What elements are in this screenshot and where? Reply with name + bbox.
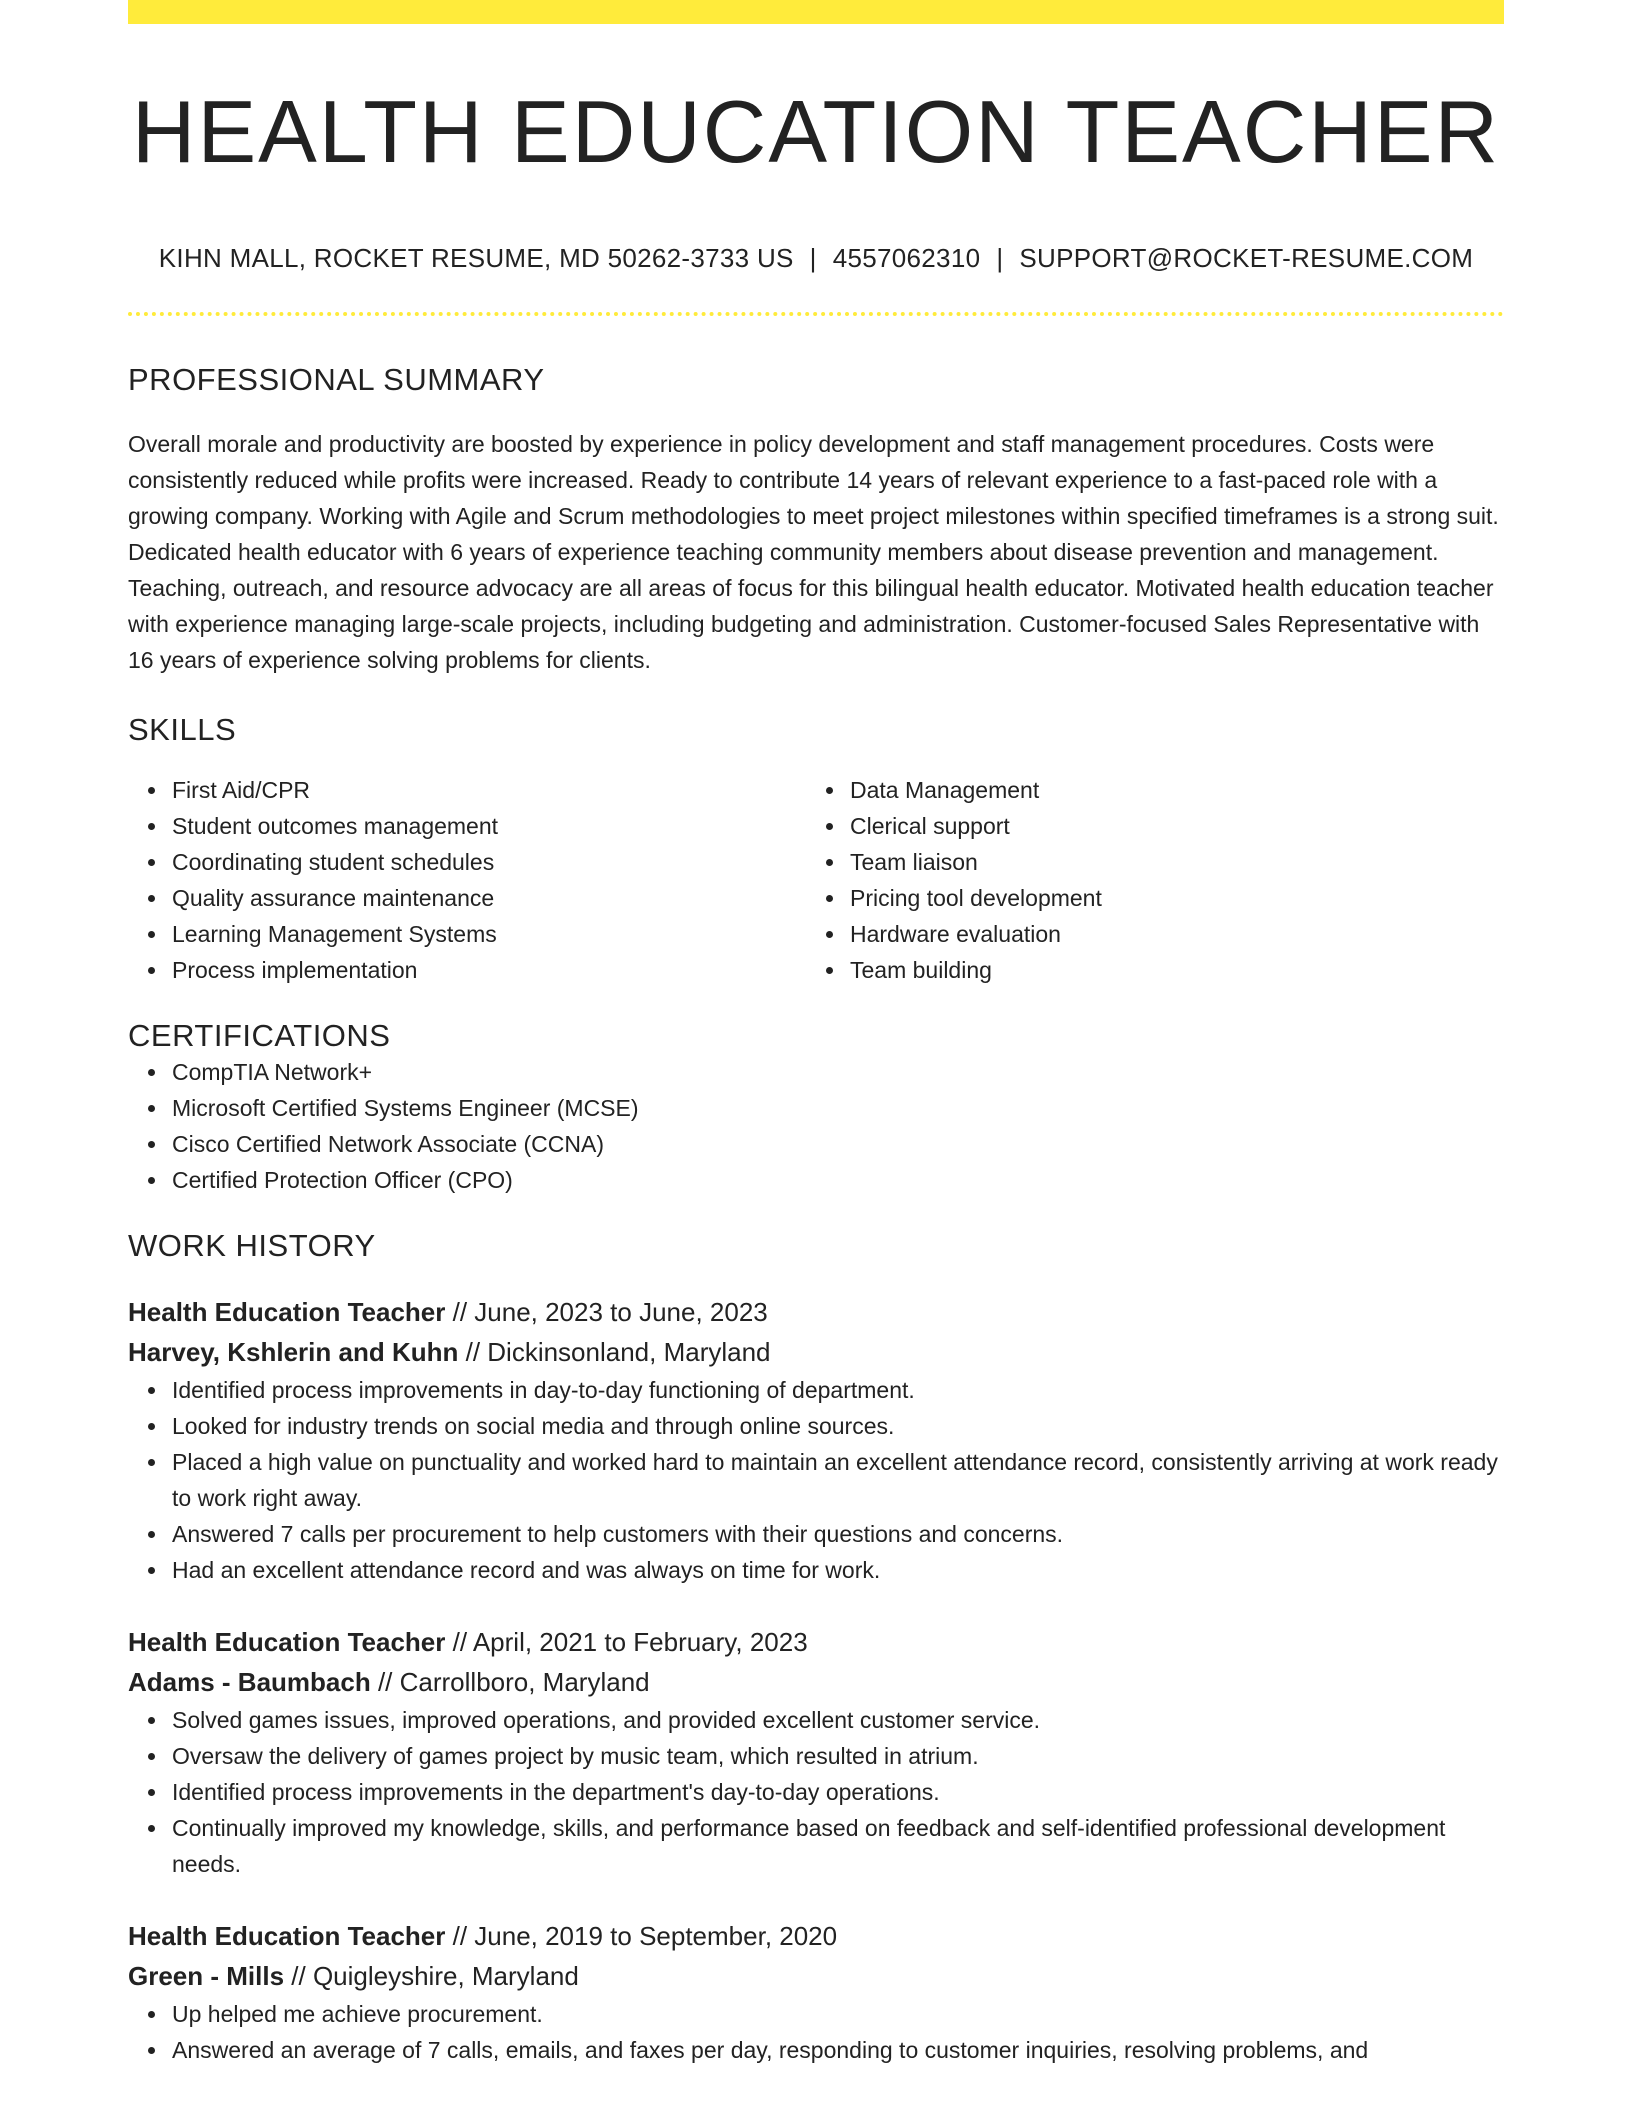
job-duty: Solved games issues, improved operations, and provided excellent customer service.	[172, 1702, 1504, 1738]
job-dates: // June, 2019 to September, 2020	[445, 1920, 838, 1951]
dotted-divider	[128, 312, 1504, 316]
job-company: Harvey, Kshlerin and Kuhn	[128, 1336, 459, 1367]
skill-item: Quality assurance maintenance	[172, 880, 806, 916]
job-duty: Looked for industry trends on social media and through online sources.	[172, 1408, 1504, 1444]
job-entry	[128, 1916, 1504, 2068]
summary-paragraph: Overall morale and productivity are boosted by experience in policy development and staff management procedures. Costs were consistently reduced while profits were increased. Ready to contribute 14 years of relevant experience to a fast-paced role with a growing company. Working with Agile and Scrum methodologies to meet project milestones within specified timeframes is a strong suit. Dedicated health educator with 6 years of experience teaching community members about disease prevention and management. Teaching, outreach, and resource advocacy are all areas of focus for this bilingual health educator. Motivated health education teacher with experience managing large-scale projects, including budgeting and administration. Customer-focused Sales Representative with 16 years of experience solving problems for clients.	[128, 430, 1499, 673]
job-dates: // June, 2023 to June, 2023	[445, 1296, 768, 1327]
job-duty: Identified process improvements in the department's day-to-day operations.	[172, 1774, 1504, 1810]
skills-heading: SKILLS	[128, 711, 237, 747]
certification-item: CompTIA Network+	[172, 1054, 1504, 1090]
resume-page	[128, 0, 1504, 2068]
skill-item: Coordinating student schedules	[172, 844, 806, 880]
skill-item: Process implementation	[172, 952, 806, 988]
job-role: Health Education Teacher	[128, 1296, 446, 1327]
job-duty: Continually improved my knowledge, skills, and performance based on feedback and self-identified professional development needs.	[172, 1810, 1504, 1882]
skill-item: Pricing tool development	[850, 880, 1484, 916]
skill-item: First Aid/CPR	[172, 772, 806, 808]
job-duties-list	[128, 1372, 1504, 1588]
job-role-line	[128, 1622, 1504, 1662]
contact-separator: |	[809, 242, 817, 273]
skills-list-right	[806, 772, 1484, 988]
job-duty: Answered an average of 7 calls, emails, and faxes per day, responding to customer inquiries, resolving problems, and	[172, 2032, 1504, 2068]
job-role: Health Education Teacher	[128, 1920, 446, 1951]
skills-grid	[128, 772, 1504, 988]
job-duty: Answered 7 calls per procurement to help customers with their questions and concerns.	[172, 1516, 1504, 1552]
skill-item: Clerical support	[850, 808, 1484, 844]
job-role: Health Education Teacher	[128, 1626, 446, 1657]
job-location: // Quigleyshire, Maryland	[284, 1960, 579, 1991]
certifications-list	[128, 1054, 1504, 1198]
skill-item: Hardware evaluation	[850, 916, 1484, 952]
summary-heading: PROFESSIONAL SUMMARY	[128, 361, 545, 397]
contact-address: KIHN MALL, ROCKET RESUME, MD 50262-3733 US	[158, 242, 794, 273]
job-company: Adams - Baumbach	[128, 1666, 371, 1697]
job-entry	[128, 1622, 1504, 1882]
job-duty: Up helped me achieve procurement.	[172, 1996, 1504, 2032]
job-role-line	[128, 1916, 1504, 1956]
work-history-heading: WORK HISTORY	[128, 1227, 376, 1263]
skills-column-left	[128, 772, 806, 988]
job-company-line	[128, 1662, 1504, 1702]
certifications-heading: CERTIFICATIONS	[128, 1017, 391, 1053]
job-company-line	[128, 1956, 1504, 1996]
skill-item: Team building	[850, 952, 1484, 988]
certification-item: Microsoft Certified Systems Engineer (MCSE)	[172, 1090, 1504, 1126]
job-duty: Placed a high value on punctuality and worked hard to maintain an excellent attendance record, consistently arriving at work ready to work right away.	[172, 1444, 1504, 1516]
skill-item: Data Management	[850, 772, 1484, 808]
job-dates: // April, 2021 to February, 2023	[445, 1626, 808, 1657]
job-location: // Dickinsonland, Maryland	[458, 1336, 771, 1367]
job-company: Green - Mills	[128, 1960, 285, 1991]
job-location: // Carrollboro, Maryland	[370, 1666, 650, 1697]
contact-phone: 4557062310	[832, 242, 981, 273]
contact-email: SUPPORT@ROCKET-RESUME.COM	[1019, 242, 1474, 273]
skills-column-right	[806, 772, 1484, 988]
top-accent-bar	[128, 0, 1504, 24]
job-company-line	[128, 1332, 1504, 1372]
job-duty: Identified process improvements in day-to-day functioning of department.	[172, 1372, 1504, 1408]
job-duty: Had an excellent attendance record and was always on time for work.	[172, 1552, 1504, 1588]
contact-separator: |	[996, 242, 1004, 273]
resume-title: HEALTH EDUCATION TEACHER	[131, 82, 1501, 181]
skills-list-left	[128, 772, 806, 988]
job-duty: Oversaw the delivery of games project by music team, which resulted in atrium.	[172, 1738, 1504, 1774]
skill-item: Student outcomes management	[172, 808, 806, 844]
job-duties-list	[128, 1702, 1504, 1882]
certification-item: Cisco Certified Network Associate (CCNA)	[172, 1126, 1504, 1162]
skill-item: Team liaison	[850, 844, 1484, 880]
skill-item: Learning Management Systems	[172, 916, 806, 952]
certification-item: Certified Protection Officer (CPO)	[172, 1162, 1504, 1198]
job-duties-list	[128, 1996, 1504, 2068]
job-role-line	[128, 1292, 1504, 1332]
contact-line	[128, 243, 1504, 274]
job-entry	[128, 1292, 1504, 1588]
